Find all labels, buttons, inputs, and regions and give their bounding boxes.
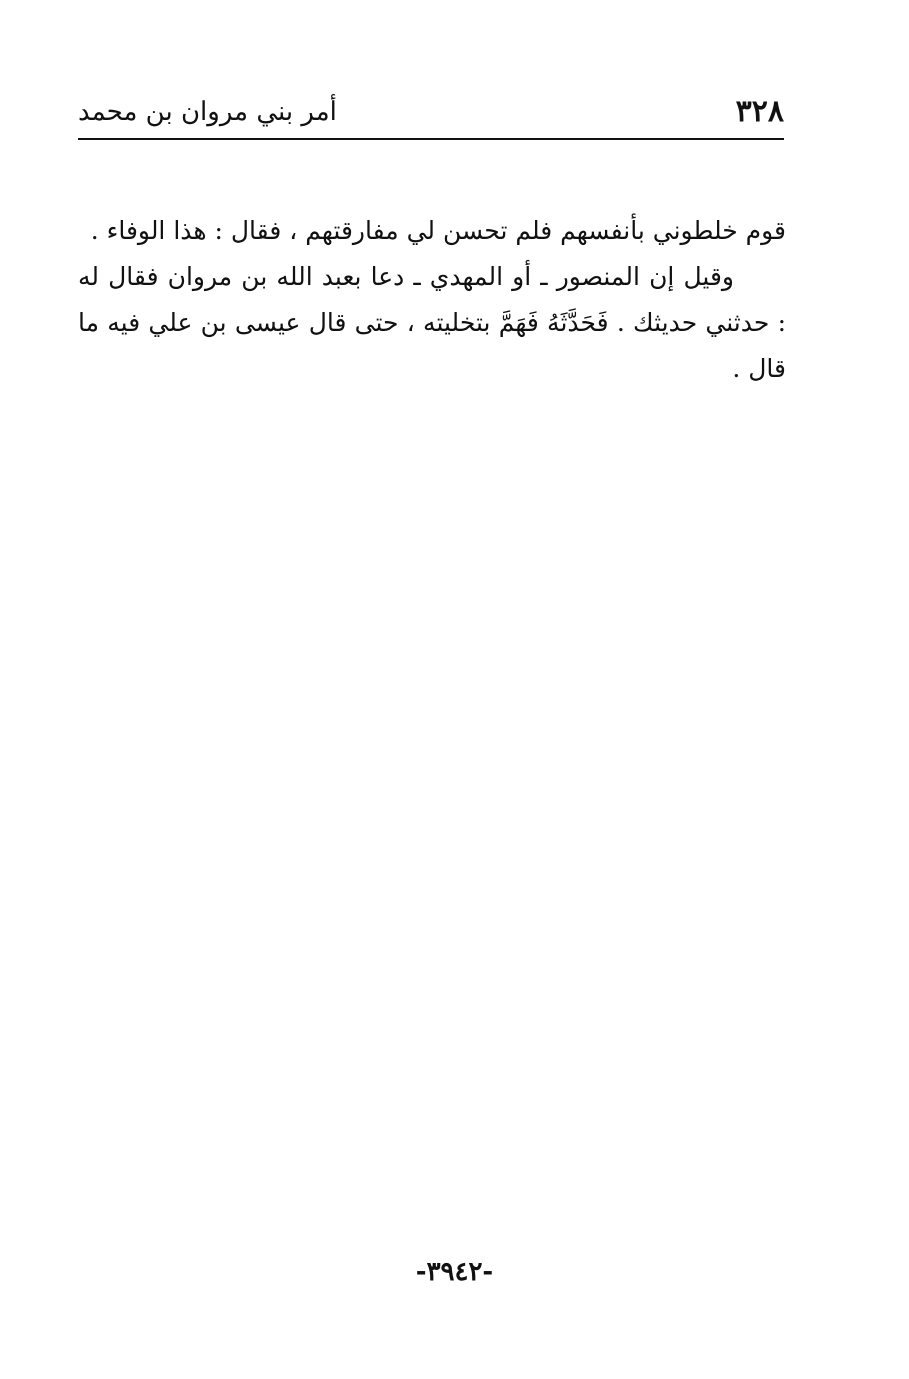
header-page-number: ٣٢٨ [735,94,784,129]
paragraph: وقيل إن المنصور ـ أو المهدي ـ دعا بعبد الله بن مروان فقال له : حدثني حديثك . فَحَدَّثَهُ فَهَمَّ بتخليته ، حتى قال عيسى بن علي فيه ما قال . [78,262,786,383]
paragraph: قوم خلطوني بأنفسهم فلم تحسن لي مفارقتهم ، فقال : هذا الوفاء . [90,216,786,245]
body-text [78,208,786,392]
header-divider [78,138,784,140]
running-header [78,92,784,132]
footer-page-number: -٣٩٤٢- [415,1257,494,1287]
header-chapter-title: أمر بني مروان بن محمد [78,97,337,127]
